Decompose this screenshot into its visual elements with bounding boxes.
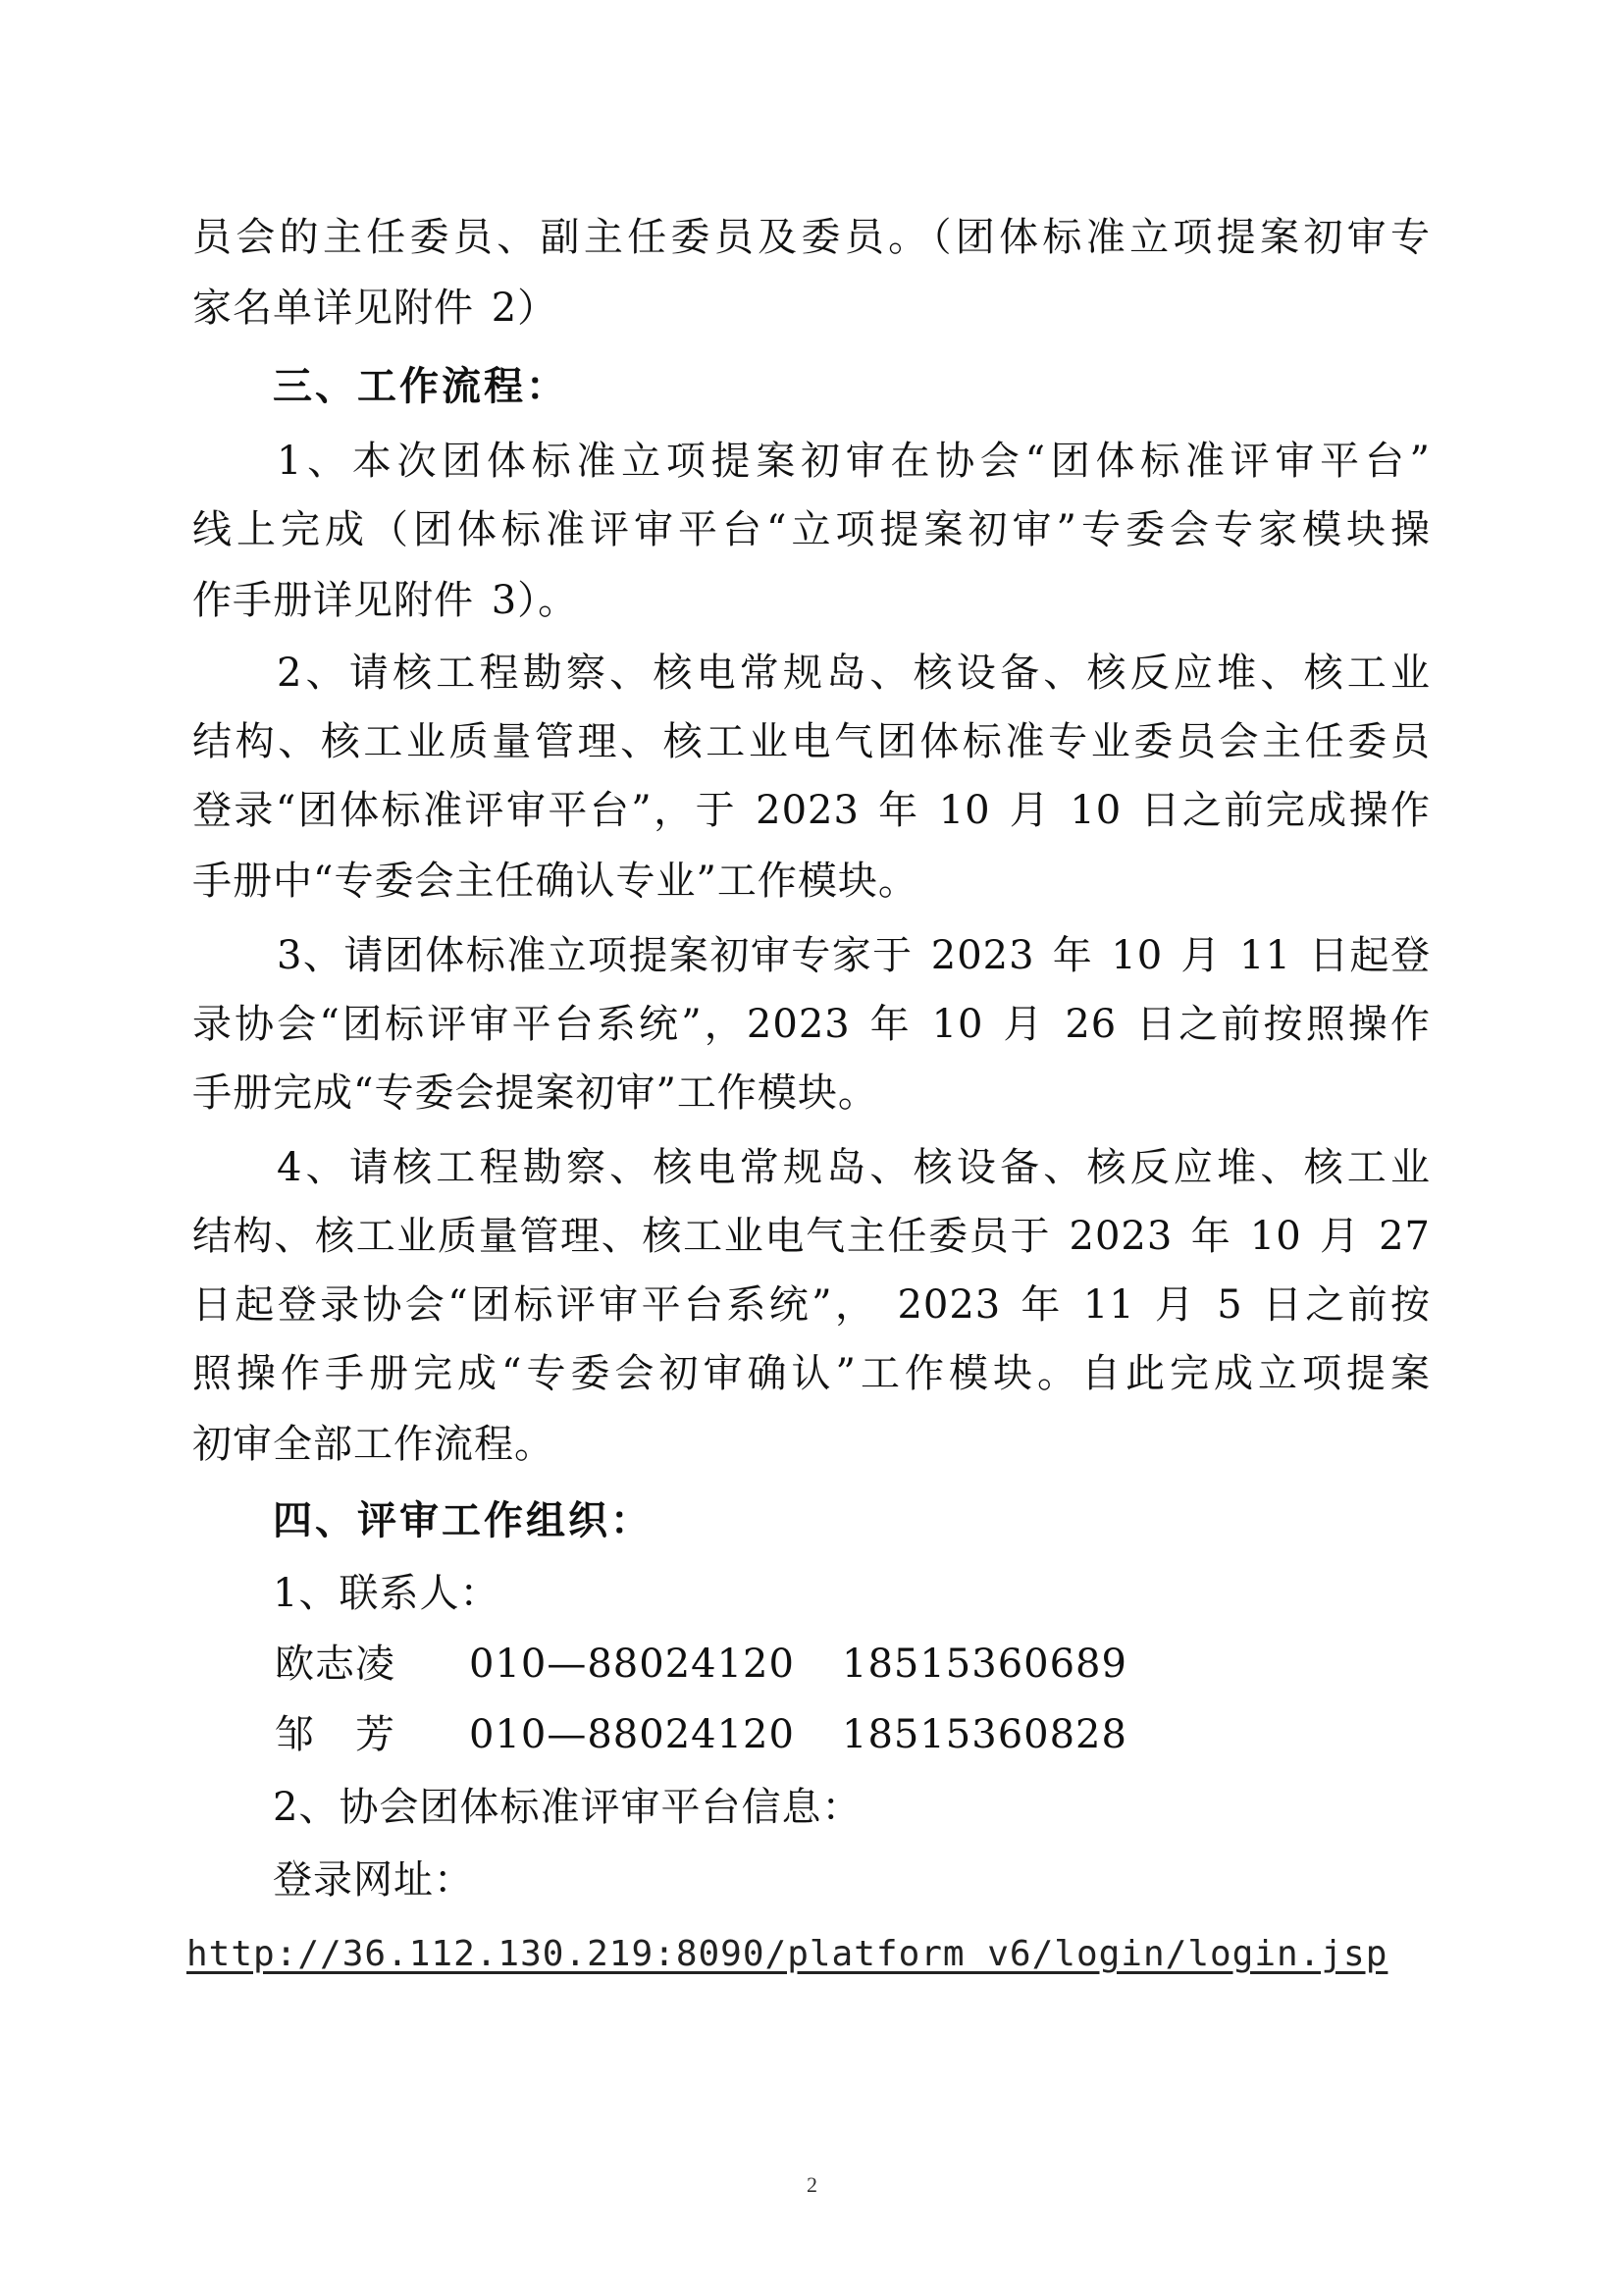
contact-phone: 010—88024120 — [469, 1712, 795, 1757]
paragraph-line: 员会的主任委员、副主任委员及委员。（团体标准立项提案初审专 — [192, 215, 1431, 260]
contact-name: 欧志凌 — [275, 1642, 395, 1687]
paragraph-line: 3、请团体标准立项提案初审专家于 2023 年 10 月 11 日起登 — [277, 933, 1431, 978]
contact-phone: 010—88024120 — [469, 1642, 795, 1687]
paragraph-line: 4、请核工程勘察、核电常规岛、核设备、核反应堆、核工业 — [277, 1145, 1431, 1190]
page-number: 2 — [807, 2172, 817, 2197]
paragraph-line: 结构、核工业质量管理、核工业电气主任委员于 2023 年 10 月 27 — [192, 1214, 1431, 1259]
section-heading-workflow: 三、工作流程： — [273, 364, 568, 409]
paragraph-line: 结构、核工业质量管理、核工业电气团体标准专业委员会主任委员 — [192, 719, 1431, 764]
paragraph-line: 家名单详见附件 2） — [192, 286, 558, 331]
login-url-link[interactable]: http://36.112.130.219:8090/platform_v6/login/login.jsp — [186, 1934, 1388, 1974]
paragraph-line: 线上完成（团体标准评审平台“立项提案初审”专委会专家模块操 — [192, 507, 1431, 552]
paragraph-line: 2、请核工程勘察、核电常规岛、核设备、核反应堆、核工业 — [277, 651, 1431, 696]
paragraph-line: 手册中“专委会主任确认专业”工作模块。 — [192, 859, 918, 904]
paragraph-line: 作手册详见附件 3）。 — [192, 578, 579, 623]
paragraph-line: 日起登录协会“团标评审平台系统”， 2023 年 11 月 5 日之前按 — [192, 1282, 1431, 1328]
contacts-label: 1、联系人： — [273, 1571, 500, 1616]
paragraph-line: 登录“团体标准评审平台”，于 2023 年 10 月 10 日之前完成操作 — [192, 788, 1431, 833]
platform-info-label: 2、协会团体标准评审平台信息： — [273, 1785, 863, 1830]
login-url-label: 登录网址： — [273, 1857, 474, 1903]
paragraph-line: 录协会“团标评审平台系统”，2023 年 10 月 26 日之前按照操作 — [192, 1002, 1431, 1047]
paragraph-line: 1、本次团体标准立项提案初审在协会“团体标准评审平台” — [277, 439, 1431, 484]
paragraph-line: 照操作手册完成“专委会初审确认”工作模块。自此完成立项提案 — [192, 1351, 1431, 1396]
section-heading-organization: 四、评审工作组织： — [273, 1498, 653, 1543]
contact-name: 邹 芳 — [275, 1712, 395, 1757]
paragraph-line: 初审全部工作流程。 — [192, 1422, 554, 1467]
contact-mobile: 18515360828 — [842, 1712, 1127, 1757]
paragraph-line: 手册完成“专委会提案初审”工作模块。 — [192, 1070, 878, 1116]
contact-mobile: 18515360689 — [842, 1642, 1127, 1687]
